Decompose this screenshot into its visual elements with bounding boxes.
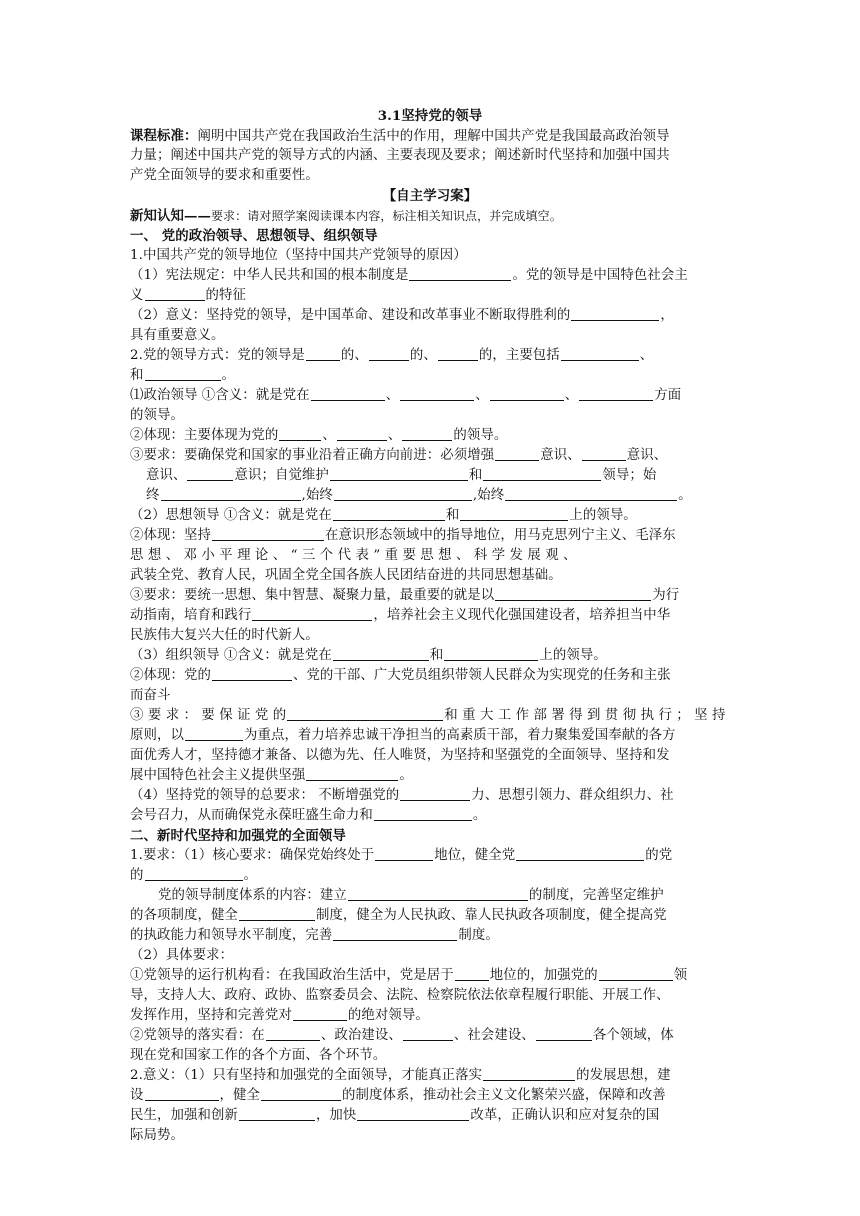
text-line: 武装全党、教育人民，巩固全党全国各族人民团结奋进的共同思想基础。 bbox=[130, 568, 562, 583]
text-line bbox=[130, 1066, 730, 1086]
fill-blank[interactable] bbox=[403, 1027, 453, 1041]
text-line bbox=[130, 906, 730, 926]
fill-blank[interactable] bbox=[187, 467, 233, 481]
fill-blank[interactable] bbox=[495, 587, 651, 601]
heading-one: 一、 党的政治领导、思想领导、组织领导 bbox=[130, 228, 378, 244]
text-line: 现在党和国家工作的各个方面、各个环节。 bbox=[130, 1048, 387, 1063]
text: 2.党的领导方式：党的领导是 bbox=[130, 348, 305, 363]
text: 动指南，培育和践行 bbox=[130, 608, 252, 623]
fill-blank[interactable] bbox=[357, 1107, 469, 1121]
fill-blank[interactable] bbox=[212, 527, 324, 541]
text: 的，主要包括 bbox=[478, 348, 560, 363]
course-standard-line-3: 产党全面领导的要求和重要性。 bbox=[130, 168, 319, 183]
text-line bbox=[130, 266, 730, 286]
page-title: 3.1坚持党的领导 bbox=[377, 108, 483, 124]
text-line: 具有重要意义。 bbox=[130, 328, 225, 343]
text: 。 bbox=[243, 868, 257, 883]
text: 义 bbox=[130, 288, 144, 303]
text-line: （2）具体要求： bbox=[130, 948, 234, 963]
text-line bbox=[130, 766, 730, 786]
fill-blank[interactable] bbox=[369, 347, 409, 361]
text-line bbox=[130, 786, 730, 806]
text: ③要求：要统一思想、集中智慧、凝聚力量，最重要的就是以 bbox=[130, 588, 495, 603]
fill-blank[interactable] bbox=[444, 647, 538, 661]
text: 的发展思想，建 bbox=[576, 1068, 671, 1083]
text: 。 bbox=[472, 808, 487, 823]
text: 制度，健全为人民执政、靠人民执政各项制度，健全提高党 bbox=[315, 908, 667, 923]
fill-blank[interactable] bbox=[239, 1107, 315, 1121]
fill-blank[interactable] bbox=[145, 287, 205, 301]
fill-blank[interactable] bbox=[348, 887, 528, 901]
text-line bbox=[130, 446, 730, 466]
text-line bbox=[130, 286, 730, 306]
text: 领 bbox=[673, 968, 688, 983]
text: 的制度，完善坚定维护 bbox=[528, 888, 664, 903]
fill-blank[interactable] bbox=[330, 467, 468, 481]
text: ②体现：主要体现为党的 bbox=[130, 428, 279, 443]
text-line bbox=[130, 1086, 730, 1106]
text-line bbox=[130, 506, 730, 526]
text-line bbox=[130, 706, 730, 726]
text: ,始终 bbox=[472, 488, 505, 503]
text: 、 bbox=[475, 388, 489, 403]
fill-blank[interactable] bbox=[279, 427, 321, 441]
fill-blank[interactable] bbox=[460, 507, 568, 521]
fill-blank[interactable] bbox=[402, 427, 452, 441]
fill-blank[interactable] bbox=[337, 427, 387, 441]
fill-blank[interactable] bbox=[145, 867, 243, 881]
text: ，加快 bbox=[315, 1108, 357, 1123]
text-line: 民族伟大复兴大任的时代新人。 bbox=[130, 628, 319, 643]
text: 党的领导制度体系的内容：建立 bbox=[158, 888, 347, 903]
fill-blank[interactable] bbox=[145, 367, 221, 381]
text-line bbox=[130, 1006, 730, 1026]
fill-blank[interactable] bbox=[333, 507, 445, 521]
fill-blank[interactable] bbox=[266, 1027, 320, 1041]
fill-blank[interactable] bbox=[495, 447, 539, 461]
text-line bbox=[130, 526, 730, 546]
course-standard-text: 阐明中国共产党在我国政治生活中的作用，理解中国共产党是我国最高政治领导 bbox=[197, 129, 670, 144]
fill-blank[interactable] bbox=[212, 667, 292, 681]
fill-blank[interactable] bbox=[490, 387, 564, 401]
text: 会号召力，从而确保党永葆旺盛生命力和 bbox=[130, 808, 373, 823]
text: 各个领域，体 bbox=[592, 1028, 674, 1043]
text: 的各项制度，健全 bbox=[130, 908, 238, 923]
text: 。 bbox=[399, 768, 413, 783]
text: ③要求：要确保党和国家的事业沿着正确方向前进：必须增强 bbox=[130, 448, 495, 463]
fill-blank[interactable] bbox=[536, 1027, 592, 1041]
heading-two: 二、新时代坚持和加强党的全面领导 bbox=[130, 828, 346, 844]
fill-blank[interactable] bbox=[239, 907, 315, 921]
intro-line bbox=[130, 206, 730, 227]
text-line: 面优秀人才，坚持德才兼备、以德为先、任人唯贤，为坚持和坚强党的全面领导、坚持和发 bbox=[130, 748, 670, 763]
text: 。党的领导是中国特色社会主 bbox=[512, 268, 688, 283]
fill-blank[interactable] bbox=[409, 267, 511, 281]
text: 在意识形态领域中的指导地位，用马克思列宁主义、毛泽东 bbox=[324, 528, 676, 543]
text: 意识；自觉维护 bbox=[234, 468, 329, 483]
fill-blank[interactable] bbox=[306, 347, 340, 361]
text-line: 导，支持人大、政府、政协、监察委员会、法院、检察院依法依章程履行职能、开展工作、 bbox=[130, 988, 670, 1003]
text: 和 bbox=[445, 508, 460, 523]
fill-blank[interactable] bbox=[374, 807, 472, 821]
text: ⑴政治领导 ①含义：就是党在 bbox=[130, 388, 310, 403]
text: 方面 bbox=[654, 388, 682, 403]
text: 和 重 大 工 作 部 署 得 到 贯 彻 执 行 ； 坚 持 bbox=[444, 708, 726, 723]
text: ①党领导的运行机构看：在我国政治生活中，党是居于 bbox=[130, 968, 454, 983]
text: 的领导。 bbox=[453, 428, 508, 443]
text-line: 的领导。 bbox=[130, 408, 184, 423]
fill-blank[interactable] bbox=[185, 727, 243, 741]
text: 的 bbox=[130, 868, 144, 883]
fill-blank[interactable] bbox=[483, 467, 601, 481]
text: 的执政能力和领导水平制度，完善 bbox=[130, 928, 333, 943]
text-line bbox=[130, 846, 730, 866]
text: 民生，加强和创新 bbox=[130, 1108, 238, 1123]
text: 、社会建设、 bbox=[453, 1028, 535, 1043]
fill-blank[interactable] bbox=[306, 767, 398, 781]
fill-blank[interactable] bbox=[483, 1067, 575, 1081]
fill-blank[interactable] bbox=[579, 387, 653, 401]
fill-blank[interactable] bbox=[516, 847, 644, 861]
fill-blank[interactable] bbox=[561, 347, 639, 361]
text-line bbox=[130, 606, 730, 626]
text: 领导；始 bbox=[602, 468, 657, 483]
text: ②体现：党的 bbox=[130, 668, 211, 683]
text: 、 bbox=[639, 348, 654, 363]
fill-blank[interactable] bbox=[455, 967, 489, 981]
text-line bbox=[130, 586, 730, 606]
text: 终 bbox=[146, 488, 160, 503]
text: 。 bbox=[221, 368, 235, 383]
text: 地位的，加强党的 bbox=[489, 968, 598, 983]
text: 的党 bbox=[645, 848, 673, 863]
text: 设 bbox=[130, 1088, 144, 1103]
text: 意识、 bbox=[540, 448, 581, 463]
text: ②体现：坚持 bbox=[130, 528, 211, 543]
text-line bbox=[130, 806, 730, 826]
fill-blank[interactable] bbox=[333, 927, 457, 941]
fill-blank[interactable] bbox=[252, 607, 372, 621]
text: 和 bbox=[130, 368, 144, 383]
text: ， bbox=[660, 308, 674, 323]
text-line bbox=[130, 346, 730, 366]
text-line bbox=[130, 366, 730, 386]
text: 原则，以 bbox=[130, 728, 184, 743]
text-line bbox=[130, 306, 730, 326]
fill-blank[interactable] bbox=[400, 387, 474, 401]
fill-blank[interactable] bbox=[582, 447, 626, 461]
text: 上的领导。 bbox=[569, 508, 637, 523]
text: 的、 bbox=[340, 348, 368, 363]
text: 。 bbox=[678, 488, 692, 503]
fill-blank[interactable] bbox=[334, 487, 472, 501]
text: （3）组织领导 ①含义：就是党在 bbox=[130, 648, 332, 663]
text-line: 际局势。 bbox=[130, 1128, 184, 1143]
text-line bbox=[130, 646, 730, 666]
text-line bbox=[130, 426, 730, 446]
text: 2.意义：（1）只有坚持和加强党的全面领导，才能真正落实 bbox=[130, 1068, 483, 1083]
text-line bbox=[130, 1026, 730, 1046]
text: 力、思想引领力、群众组织力、社 bbox=[471, 788, 674, 803]
text: 发挥作用，坚持和完善党对 bbox=[130, 1008, 292, 1023]
text: （1）宪法规定：中华人民共和国的根本制度是 bbox=[130, 268, 409, 283]
text-line bbox=[146, 486, 730, 506]
text: 改革，正确认识和应对复杂的国 bbox=[470, 1108, 660, 1123]
text: 制度。 bbox=[458, 928, 499, 943]
fill-blank[interactable] bbox=[505, 487, 677, 501]
text: 地位，健全党 bbox=[434, 848, 516, 863]
section-title: 【自主学习案】 bbox=[382, 188, 478, 204]
text: 、 bbox=[385, 388, 400, 403]
text: 上的领导。 bbox=[539, 648, 607, 663]
course-standard-line-2: 力量；阐述中国共产党的领导方式的内涵、主要表现及要求；阐述新时代坚持和加强中国共 bbox=[130, 148, 670, 163]
text: 为重点，着力培养忠诚干净担当的高素质干部，着力聚集爱国奉献的各方 bbox=[243, 728, 676, 743]
text: （2）意义：坚持党的领导，是中国革命、建设和改革事业不断取得胜利的 bbox=[130, 308, 571, 323]
text: 、政治建设、 bbox=[320, 1028, 402, 1043]
text: 意识、 bbox=[626, 448, 668, 463]
fill-blank[interactable] bbox=[145, 1087, 219, 1101]
text-line bbox=[146, 466, 730, 486]
text-line bbox=[130, 926, 730, 946]
text-line: 而奋斗 bbox=[130, 688, 171, 703]
text: 、党的干部、广大党员组织带领人民群众为实现党的任务和主张 bbox=[292, 668, 671, 683]
fill-blank[interactable] bbox=[599, 967, 673, 981]
text: ③ 要 求 ： 要 保 证 党 的 bbox=[130, 708, 287, 723]
text: （2）思想领导 ①含义：就是党在 bbox=[130, 508, 332, 523]
text: 的、 bbox=[409, 348, 437, 363]
text: ，培养社会主义现代化强国建设者，培养担当中华 bbox=[373, 608, 671, 623]
fill-blank[interactable] bbox=[400, 787, 470, 801]
text-line bbox=[130, 1106, 730, 1126]
fill-blank[interactable] bbox=[311, 387, 385, 401]
text-line bbox=[130, 966, 730, 986]
text: 和 bbox=[429, 648, 444, 663]
text: 、 bbox=[322, 428, 336, 443]
fill-blank[interactable] bbox=[293, 1007, 347, 1021]
fill-blank[interactable] bbox=[438, 347, 478, 361]
fill-blank[interactable] bbox=[333, 647, 429, 661]
text: （4）坚持党的领导的总要求： 不断增强党的 bbox=[130, 788, 400, 803]
course-standard-line-1 bbox=[130, 126, 730, 147]
fill-blank[interactable] bbox=[161, 487, 301, 501]
text-line: 1.中国共产党的领导地位（坚持中国共产党领导的原因） bbox=[130, 248, 467, 263]
text: ，健全 bbox=[219, 1088, 260, 1103]
text: ,始终 bbox=[301, 488, 333, 503]
text-line: 思 想 、 邓 小 平 理 论 、 “ 三 个 代 表 ” 重 要 思 想 、 科 学 发 展 观 、 bbox=[130, 548, 577, 563]
text: 展中国特色社会主义提供坚强 bbox=[130, 768, 306, 783]
fill-blank[interactable] bbox=[375, 847, 433, 861]
course-standard-label: 课程标准： bbox=[130, 128, 198, 144]
fill-blank[interactable] bbox=[571, 307, 659, 321]
text: 为行 bbox=[652, 588, 680, 603]
text-line bbox=[130, 726, 730, 746]
text: 的绝对领导。 bbox=[347, 1008, 429, 1023]
text: 1.要求：（1）核心要求：确保党始终处于 bbox=[130, 848, 375, 863]
text-line bbox=[158, 886, 730, 906]
text-line bbox=[130, 866, 730, 886]
text: 的特征 bbox=[205, 288, 246, 303]
text: ②党领导的落实看：在 bbox=[130, 1028, 265, 1043]
text: 和 bbox=[468, 468, 483, 483]
fill-blank[interactable] bbox=[261, 1087, 341, 1101]
intro-label: 新知认知—— bbox=[130, 208, 211, 224]
text-line bbox=[130, 666, 730, 686]
text: 、 bbox=[387, 428, 402, 443]
text: 的制度体系，推动社会主义文化繁荣兴盛，保障和改善 bbox=[341, 1088, 666, 1103]
text-line bbox=[130, 386, 730, 406]
text: 、 bbox=[564, 388, 579, 403]
text: 意识、 bbox=[146, 468, 187, 483]
fill-blank[interactable] bbox=[287, 707, 443, 721]
intro-instruction: 要求：请对照学案阅读课本内容，标注相关知识点，并完成填空。 bbox=[210, 209, 562, 223]
